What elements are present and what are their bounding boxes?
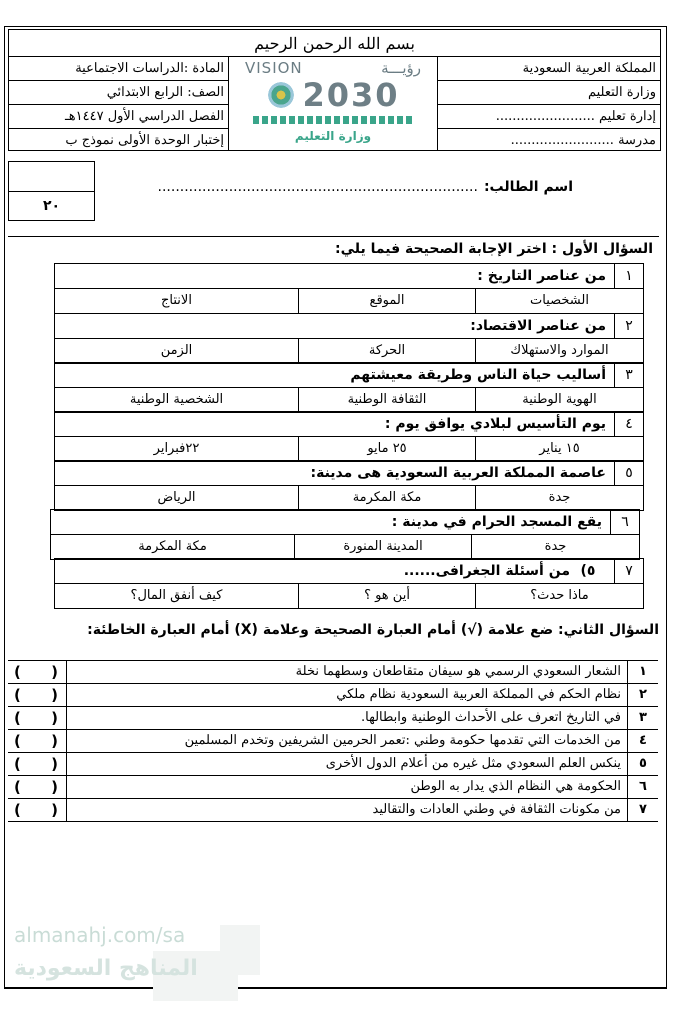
option[interactable]: الزمن (160, 343, 193, 358)
question-number: ٤ (614, 412, 643, 436)
item-text: ينكس العلم السعودي مثل غيره من أعلام الدول الأخرى (66, 753, 627, 775)
tf-row (8, 684, 658, 707)
question-number: ١ (614, 264, 643, 288)
answer-box[interactable] (8, 730, 66, 752)
question-text: من عناصر الاقتصاد: (470, 318, 606, 334)
question-text: يقع المسجد الحرام في مدينة : (391, 514, 602, 530)
answer-box[interactable] (8, 799, 66, 821)
education-admin-label: إدارة تعليم ........................ (438, 105, 660, 129)
option[interactable]: مكة المكرمة (138, 539, 207, 554)
paren-close: ) (51, 801, 58, 819)
score-input-cell[interactable] (9, 162, 94, 192)
subject-label: المادة :الدراسات الاجتماعية (9, 57, 228, 81)
option[interactable]: كيف أنفق المال؟ (130, 588, 223, 603)
paren-close: ) (51, 732, 58, 750)
tf-row (8, 799, 658, 821)
mcq-question-3 (54, 362, 644, 413)
option[interactable]: مكة المكرمة (298, 486, 475, 510)
item-text: من مكونات الثقافة في وطني العادات والتقاليد (66, 799, 627, 821)
option[interactable]: الشخصية الوطنية (129, 392, 224, 407)
country-label: المملكة العربية السعودية (438, 57, 660, 81)
question-number: ٦ (610, 510, 639, 534)
paren-close: ) (51, 778, 58, 796)
mcq-question-4 (54, 411, 644, 462)
item-number: ٧ (627, 799, 658, 821)
paren-open: ( (14, 732, 21, 750)
paren-close: ) (51, 709, 58, 727)
header-left-column (9, 57, 228, 150)
item-number: ١ (627, 661, 658, 683)
option[interactable]: الشخصيات (475, 289, 643, 313)
tf-row (8, 776, 658, 799)
question-number: ٢ (614, 314, 643, 338)
paren-close: ) (51, 663, 58, 681)
option[interactable]: ماذا حدث؟ (475, 584, 643, 608)
question-sub-number: ٥) (580, 563, 596, 579)
tf-row (8, 730, 658, 753)
item-text: الحكومة هي النظام الذي يدار به الوطن (66, 776, 627, 798)
option[interactable]: الحركة (298, 339, 475, 363)
paren-open: ( (14, 801, 21, 819)
item-text: نظام الحكم في المملكة العربية السعودية نظام ملكي (66, 684, 627, 706)
answer-box[interactable] (8, 707, 66, 729)
exam-header (8, 29, 661, 151)
question-number: ٧ (614, 559, 643, 583)
section1-title: السؤال الأول : اختر الإجابة الصحيحة فيما يلي: (335, 241, 653, 257)
answer-box[interactable] (8, 753, 66, 775)
logo-ruya-text: رؤيـــة (381, 59, 421, 77)
logo-year-text: 2030 (302, 76, 400, 114)
question-text: من عناصر التاريخ : (477, 268, 606, 284)
item-number: ٤ (627, 730, 658, 752)
tf-row (8, 661, 658, 684)
option[interactable]: الرياض (157, 490, 196, 505)
mcq-question-6 (50, 509, 640, 560)
watermark-url: almanahj.com/sa (14, 923, 186, 947)
logo-vision-text: VISION (245, 59, 303, 77)
item-number: ٢ (627, 684, 658, 706)
basmala: بسم الله الرحمن الرحيم (9, 30, 660, 57)
option[interactable]: ٢٢فبراير (153, 441, 200, 456)
option[interactable]: أين هو ؟ (298, 584, 475, 608)
true-false-table (8, 660, 658, 822)
question-text: من أسئلة الجغرافى...... (403, 563, 570, 579)
item-text: في التاريخ اتعرف على الأحداث الوطنية وابطالها. (66, 707, 627, 729)
answer-box[interactable] (8, 684, 66, 706)
item-number: ٣ (627, 707, 658, 729)
paren-open: ( (14, 663, 21, 681)
option[interactable]: جدة (475, 486, 643, 510)
paren-close: ) (51, 686, 58, 704)
tf-row (8, 753, 658, 776)
logo-ministry-text: وزارة التعليم (294, 129, 372, 143)
item-number: ٥ (627, 753, 658, 775)
item-text: من الخدمات التي تقدمها حكومة وطني :تعمر الحرمين الشريفين وتخدم المسلمين (66, 730, 627, 752)
section2-title: السؤال الثاني: ضع علامة (√) أمام العبارة الصحيحة وعلامة (X) أمام العبارة الخاطئة: (87, 622, 659, 638)
option[interactable]: المدينة المنورة (294, 535, 471, 559)
question-text: أساليب حياة الناس وطريقة معيشتهم (350, 367, 606, 383)
logo-dots-pattern (253, 116, 413, 124)
exam-title-label: إختبار الوحدة الأولى نموذج ب (65, 133, 224, 148)
question-number: ٣ (614, 363, 643, 387)
item-number: ٦ (627, 776, 658, 798)
student-name-field[interactable] (110, 176, 573, 198)
question-number: ٥ (614, 461, 643, 485)
paren-open: ( (14, 686, 21, 704)
question-text: عاصمة المملكة العربية السعودية هى مدينة: (310, 465, 606, 481)
option[interactable]: الهوية الوطنية (475, 388, 643, 412)
student-name-blank[interactable]: ........................................................................ (157, 179, 478, 195)
option[interactable]: جدة (471, 535, 639, 559)
mcq-question-2 (54, 313, 644, 364)
paren-close: ) (51, 755, 58, 773)
semester-label: الفصل الدراسي الأول ١٤٤٧هـ (9, 105, 228, 129)
header-right-column (438, 57, 660, 150)
paren-open: ( (14, 778, 21, 796)
section-multiple-choice (8, 236, 659, 607)
watermark (14, 922, 198, 984)
score-total: ٢٠ (42, 198, 61, 214)
paren-open: ( (14, 755, 21, 773)
option[interactable]: الثقافة الوطنية (298, 388, 475, 412)
ministry-label: وزارة التعليم (438, 81, 660, 105)
option[interactable]: ١٥ يناير (475, 437, 643, 461)
paren-open: ( (14, 709, 21, 727)
answer-box[interactable] (8, 776, 66, 798)
mcq-question-5 (54, 460, 644, 511)
student-name-label: اسم الطالب: (483, 179, 573, 195)
item-text: الشعار السعودي الرسمي هو سيفان متقاطعان وسطهما نخلة (66, 661, 627, 683)
palm-swords-emblem-icon (266, 80, 296, 110)
answer-box[interactable] (8, 661, 66, 683)
tf-row (8, 707, 658, 730)
school-label: مدرسة ......................... (510, 133, 656, 148)
mcq-question-1 (54, 263, 644, 314)
question-text: يوم التأسيس لبلادي يوافق يوم : (384, 416, 606, 432)
score-box (8, 161, 95, 221)
grade-label: الصف: الرابع الابتدائي (9, 81, 228, 105)
option[interactable]: الموقع (298, 289, 475, 313)
mcq-question-7 (54, 558, 644, 609)
option[interactable]: ٢٥ مايو (298, 437, 475, 461)
option[interactable]: الموارد والاستهلاك (475, 339, 643, 363)
watermark-arabic: المناهج السعودية (14, 956, 198, 981)
option[interactable]: الانتاج (161, 293, 192, 308)
vision-2030-logo (228, 57, 438, 150)
